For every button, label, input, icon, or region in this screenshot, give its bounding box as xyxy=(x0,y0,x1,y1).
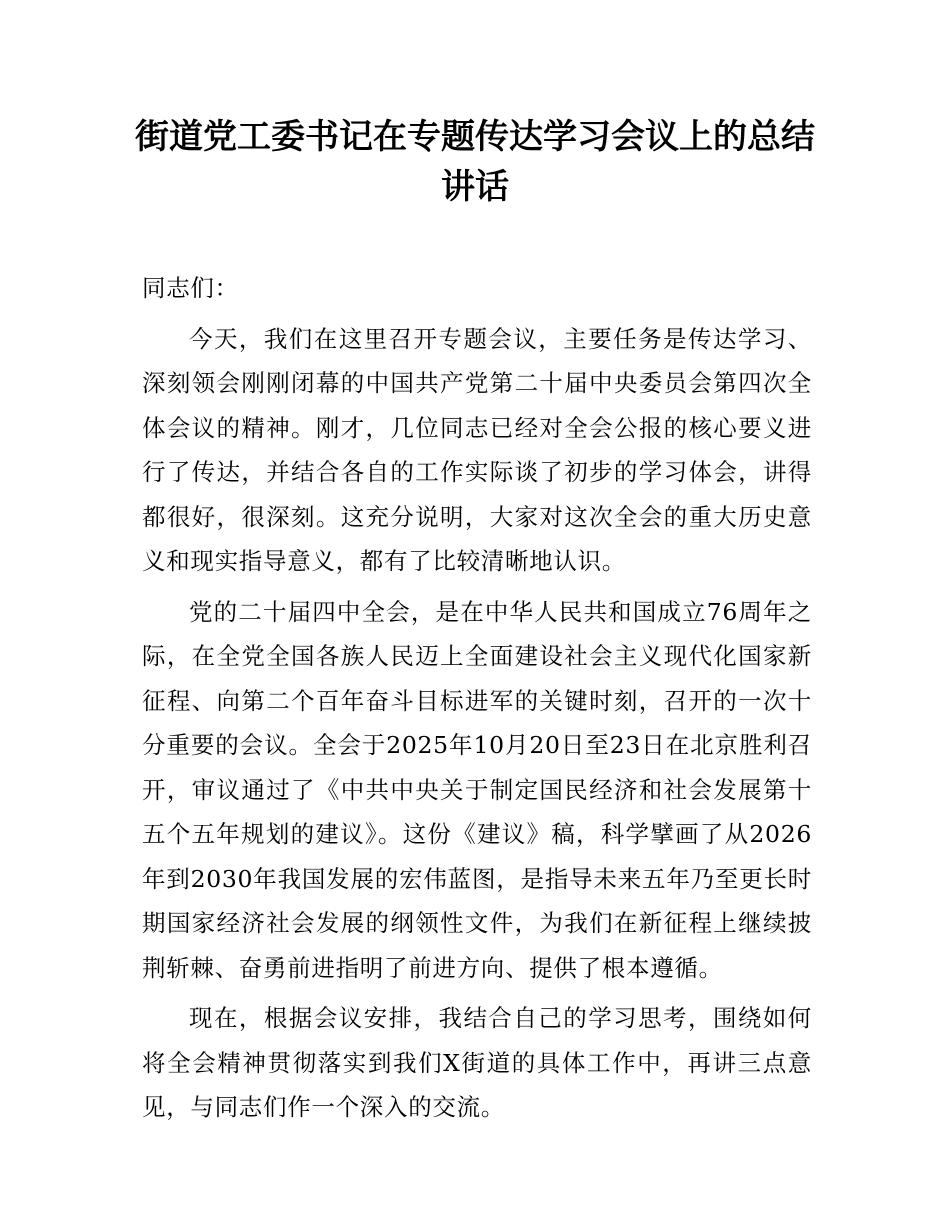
paragraph-1: 今天，我们在这里召开专题会议，主要任务是传达学习、深刻领会刚刚闭幕的中国共产党第二十届中央委员会第四次全体会议的精神。刚才，几位同志已经对全会公报的核心要义进行了传达，并结合各自的工作实际谈了初步的学习体会，讲得都很好，很深刻。这充分说明，大家对这次全会的重大历史意义和现实指导意义，都有了比较清晰地认识。 xyxy=(142,324,812,575)
salutation: 同志们： xyxy=(142,274,239,302)
document-body xyxy=(142,266,812,1136)
paragraph-3: 现在，根据会议安排，我结合自己的学习思考，围绕如何将全会精神贯彻落实到我们X街道的具体工作中，再讲三点意见，与同志们作一个深入的交流。 xyxy=(142,1004,812,1121)
document-title: 街道党工委书记在专题传达学习会议上的总结讲话 xyxy=(135,117,815,207)
paragraph-2: 党的二十届四中全会，是在中华人民共和国成立76周年之际，在全党全国各族人民迈上全面建设社会主义现代化国家新征程、向第二个百年奋斗目标进军的关键时刻，召开的一次十分重要的会议。全会于2025年10月20日至23日在北京胜利召开，审议通过了《中共中央关于制定国民经济和社会发展第十五个五年规划的建议》。这份《建议》稿，科学擘画了从2026年到2030年我国发展的宏伟蓝图，是指导未来五年乃至更长时期国家经济社会发展的纲领性文件，为我们在新征程上继续披荆斩棘、奋勇前进指明了前进方向、提供了根本遵循。 xyxy=(142,597,812,982)
